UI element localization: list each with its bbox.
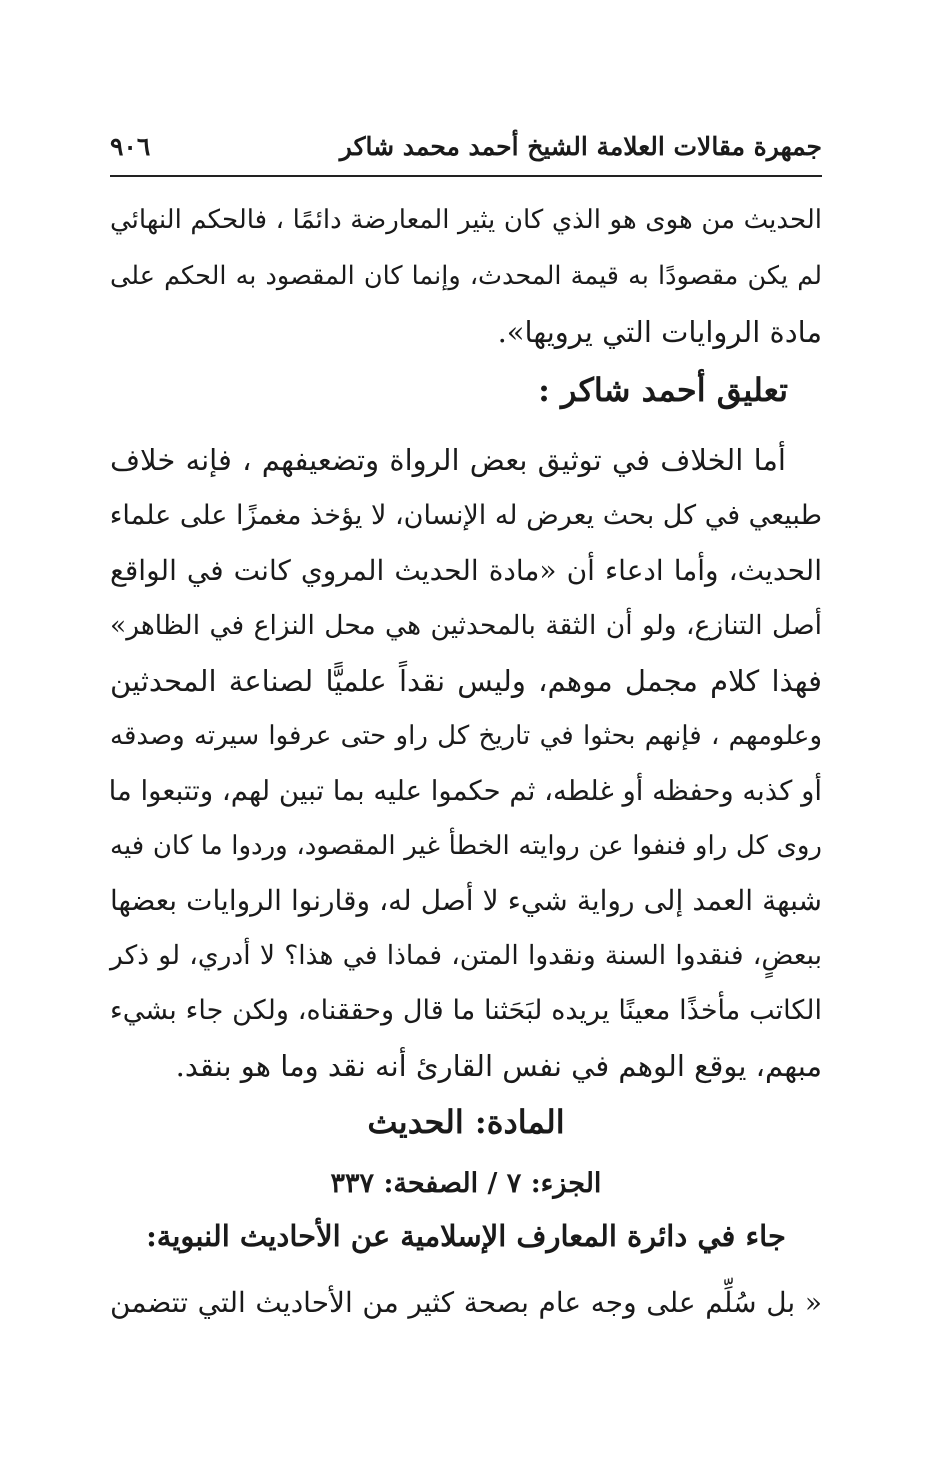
paragraph-2-line: مبهم، يوقع الوهم في نفس القارئ أنه نقد وما هو بنقد. xyxy=(175,1049,822,1083)
paragraph-2-line: أصل التنازع، ولو أن الثقة بالمحدثين هي محل النزاع في الظاهر» xyxy=(110,610,822,641)
paragraph-2-line: طبيعي في كل بحث يعرض له الإنسان، لا يؤخذ مغمزًا على علماء xyxy=(109,500,822,531)
running-title: جمهرة مقالات العلامة الشيخ أحمد محمد شاكر xyxy=(339,132,822,161)
paragraph-2-line: فهذا كلام مجمل موهم، وليس نقداً علميًّا لصناعة المحدثين xyxy=(110,664,822,698)
paragraph-2-line: روى كل راو فنفوا عن روايته الخطأ غير المقصود، وردوا ما كان فيه xyxy=(110,831,822,861)
paragraph-2-line: وعلومهم ، فإنهم بحثوا في تاريخ كل راو حتى عرفوا سيرته وصدقه xyxy=(110,721,822,751)
comment-heading: تعليق أحمد شاكر : xyxy=(538,371,788,409)
paragraph-2-line: الكاتب مأخذًا معينًا يريده لبَحَثنا ما قال وحققناه، ولكن جاء بشيء xyxy=(110,995,822,1026)
paragraph-2-line: أما الخلاف في توثيق بعض الرواة وتضعيفهم ، فإنه خلاف xyxy=(110,443,786,477)
entry-heading: المادة: الحديث xyxy=(367,1103,565,1141)
header-rule xyxy=(110,175,822,177)
quote-line: « بل سُلِّم على وجه عام بصحة كثير من الأحاديث التي تتضمن xyxy=(110,1286,822,1319)
source-heading: جاء في دائرة المعارف الإسلامية عن الأحاديث النبوية: xyxy=(146,1219,786,1253)
paragraph-1-line: لم يكن مقصودًا به قيمة المحدث، وإنما كان المقصود به الحكم على xyxy=(110,261,822,291)
paragraph-2-line: الحديث، وأما ادعاء أن «مادة الحديث المروي كانت في الواقع xyxy=(110,554,822,587)
paragraph-1-line: مادة الروايات التي يرويها». xyxy=(497,315,822,349)
page-number: ٩٠٦ xyxy=(110,132,151,161)
paragraph-2-line: ببعضٍ، فنقدوا السنة ونقدوا المتن، فماذا في هذا؟ لا أدري، لو ذكر xyxy=(110,940,822,971)
paragraph-2-line: أو كذبه وحفظه أو غلطه، ثم حكموا عليه بما تبين لهم، وتتبعوا ما xyxy=(108,775,822,807)
volume-reference: الجزء: ٧ / الصفحة: ٣٣٧ xyxy=(330,1168,602,1199)
running-header xyxy=(110,118,822,174)
paragraph-2-line: شبهة العمد إلى رواية شيء لا أصل له، وقارنوا الروايات بعضها xyxy=(110,884,823,917)
paragraph-1-line: الحديث من هوى هو الذي كان يثير المعارضة دائمًا ، فالحكم النهائي xyxy=(110,205,822,235)
